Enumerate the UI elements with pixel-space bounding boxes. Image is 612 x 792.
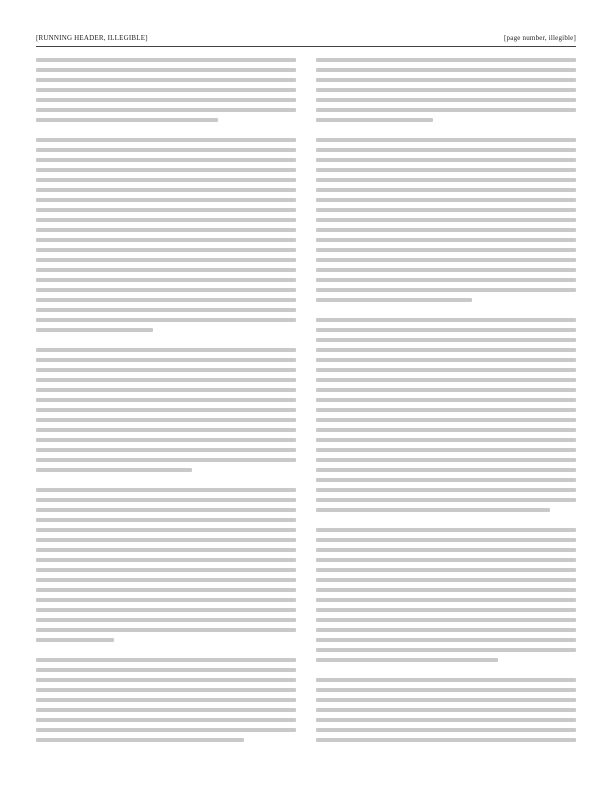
paragraph — [316, 678, 576, 748]
running-header — [36, 28, 576, 42]
paragraph — [36, 488, 296, 648]
paragraph — [36, 658, 296, 748]
paragraph — [36, 348, 296, 478]
header-rule — [36, 46, 576, 47]
right-column — [316, 58, 576, 764]
running-header-title: [RUNNING HEADER, ILLEGIBLE] — [36, 34, 148, 42]
paragraph — [316, 58, 576, 128]
paragraph — [316, 318, 576, 518]
paragraph — [316, 528, 576, 668]
page-number: [page number, illegible] — [504, 34, 576, 42]
two-column-body — [36, 58, 576, 764]
paragraph — [316, 138, 576, 308]
paragraph — [36, 138, 296, 338]
left-column — [36, 58, 296, 764]
paragraph — [36, 58, 296, 128]
